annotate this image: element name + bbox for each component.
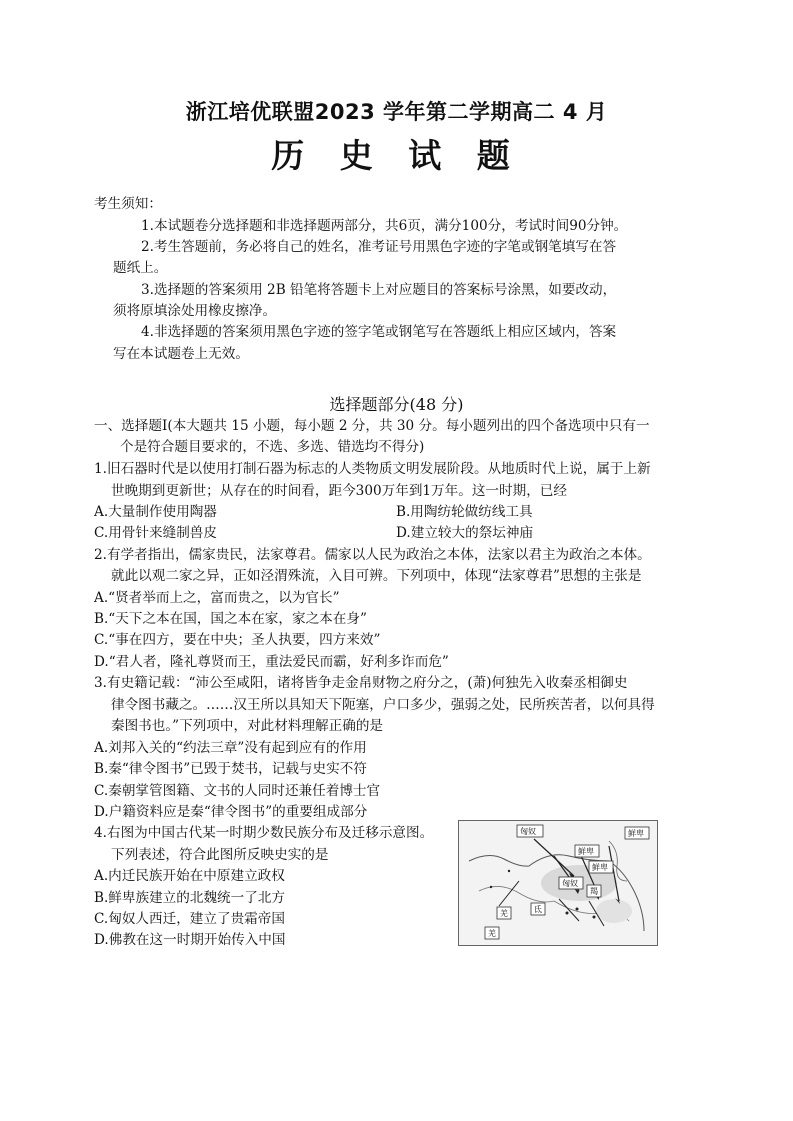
question-2-stem: 2.有学者指出，儒家贵民，法家尊君。儒家以人民为政治之本体，法家以君主为政治之本体。 bbox=[94, 547, 651, 563]
notice-line: 须将原填涂处用橡皮擦净。 bbox=[113, 303, 277, 319]
section-instructions: 个是符合题目要求的，不选、多选、错选均不得分) bbox=[120, 439, 425, 455]
notice-line: 写在本试题卷上无效。 bbox=[113, 346, 249, 362]
map-label: 羯 bbox=[590, 887, 598, 896]
map-label: 鲜卑 bbox=[578, 847, 594, 856]
map-label: 羌 bbox=[488, 929, 496, 938]
notice-line: 题纸上。 bbox=[113, 260, 168, 276]
map-label: 鲜卑 bbox=[592, 863, 608, 872]
migration-map-drawing bbox=[459, 821, 657, 945]
section-title: 选择题部分(48 分) bbox=[329, 395, 464, 414]
notice-line: 1.本试题卷分选择题和非选择题两部分，共6页，满分100分，考试时间90分钟。 bbox=[141, 218, 628, 234]
map-label: 羌 bbox=[500, 909, 508, 918]
notice-line: 2.考生答题前，务必将自己的姓名，准考证号用黑色字迹的字笔或钢笔填写在答 bbox=[141, 239, 617, 255]
exam-title: 浙江培优联盟2023 学年第二学期高二 4 月 bbox=[185, 100, 608, 124]
map-label: 鲜卑 bbox=[628, 829, 644, 838]
exam-subtitle: 历 史 试 题 bbox=[271, 136, 522, 175]
question-3-stem: 秦图书也。”下列项中，对此材料理解正确的是 bbox=[111, 718, 384, 734]
question-4-option-b: B.鲜卑族建立的北魏统一了北方 bbox=[94, 890, 286, 906]
question-1-option-a: A.大量制作使用陶器 bbox=[94, 504, 217, 520]
question-3-stem: 律令图书藏之。……汉王所以具知天下阨塞，户口多少，强弱之处，民所疾苦者，以何具得 bbox=[111, 697, 655, 713]
question-3-option-b: B.秦“律令图书”已毁于焚书，记载与史实不符 bbox=[94, 761, 367, 777]
question-4-option-c: C.匈奴人西迁，建立了贵霜帝国 bbox=[94, 911, 285, 927]
question-2-option-a: A.“贤者举而上之，富而贵之，以为官长” bbox=[94, 590, 340, 606]
question-3-option-d: D.户籍资料应是秦“律令图书”的重要组成部分 bbox=[94, 804, 368, 820]
question-3-option-c: C.秦朝掌管图籍、文书的人同时还兼任着博士官 bbox=[94, 783, 381, 799]
question-2-stem: 就此以观二家之异，正如泾渭殊流，入目可辨。下列项中，体现“法家尊君”思想的主张是 bbox=[111, 568, 642, 584]
map-label: 匈奴 bbox=[520, 827, 536, 836]
question-4-stem: 4.右图为中国古代某一时期少数民族分布及迁移示意图。 bbox=[94, 825, 434, 841]
notice-line: 3.选择题的答案须用 2B 铅笔将答题卡上对应题目的答案标号涂黑，如要改动， bbox=[141, 282, 617, 298]
question-2-option-c: C.“事在四方，要在中央；圣人执要，四方来效” bbox=[94, 632, 381, 648]
question-1-option-b: B.用陶纺轮做纺线工具 bbox=[396, 504, 533, 520]
map-label: 氐 bbox=[534, 905, 542, 914]
notice-line: 4.非选择题的答案须用黑色字迹的签字笔或钢笔写在答题纸上相应区域内，答案 bbox=[141, 324, 617, 340]
map-label: 匈奴 bbox=[562, 879, 578, 888]
question-4-stem: 下列表述，符合此图所反映史实的是 bbox=[111, 847, 329, 863]
question-1-option-c: C.用骨针来缝制兽皮 bbox=[94, 525, 217, 541]
question-4-option-d: D.佛教在这一时期开始传入中国 bbox=[94, 932, 286, 948]
question-1-stem: 1.旧石器时代是以使用打制石器为标志的人类物质文明发展阶段。从地质时代上说，属于上新 bbox=[94, 461, 651, 477]
question-3-option-a: A.刘邦入关的“约法三章”没有起到应有的作用 bbox=[94, 740, 367, 756]
question-3-stem: 3.有史籍记载：“沛公至咸阳，诸将皆争走金帛财物之府分之，(萧)何独先入收秦丞相御史 bbox=[94, 675, 628, 691]
question-2-option-d: D.“君人者，隆礼尊贤而王，重法爱民而霸，好利多诈而危” bbox=[94, 654, 449, 670]
question-1-stem: 世晚期到更新世；从存在的时间看，距今300万年到1万年。这一时期，已经 bbox=[111, 483, 567, 499]
migration-map bbox=[458, 820, 658, 946]
question-1-option-d: D.建立较大的祭坛神庙 bbox=[396, 525, 534, 541]
question-2-option-b: B.“天下之本在国，国之本在家，家之本在身” bbox=[94, 611, 367, 627]
question-4-option-a: A.内迁民族开始在中原建立政权 bbox=[94, 868, 285, 884]
section-instructions: 一、选择题Ⅰ(本大题共 15 小题，每小题 2 分，共 30 分。每小题列出的四个备选项中只有一 bbox=[94, 418, 650, 434]
notice-heading: 考生须知： bbox=[94, 196, 162, 212]
